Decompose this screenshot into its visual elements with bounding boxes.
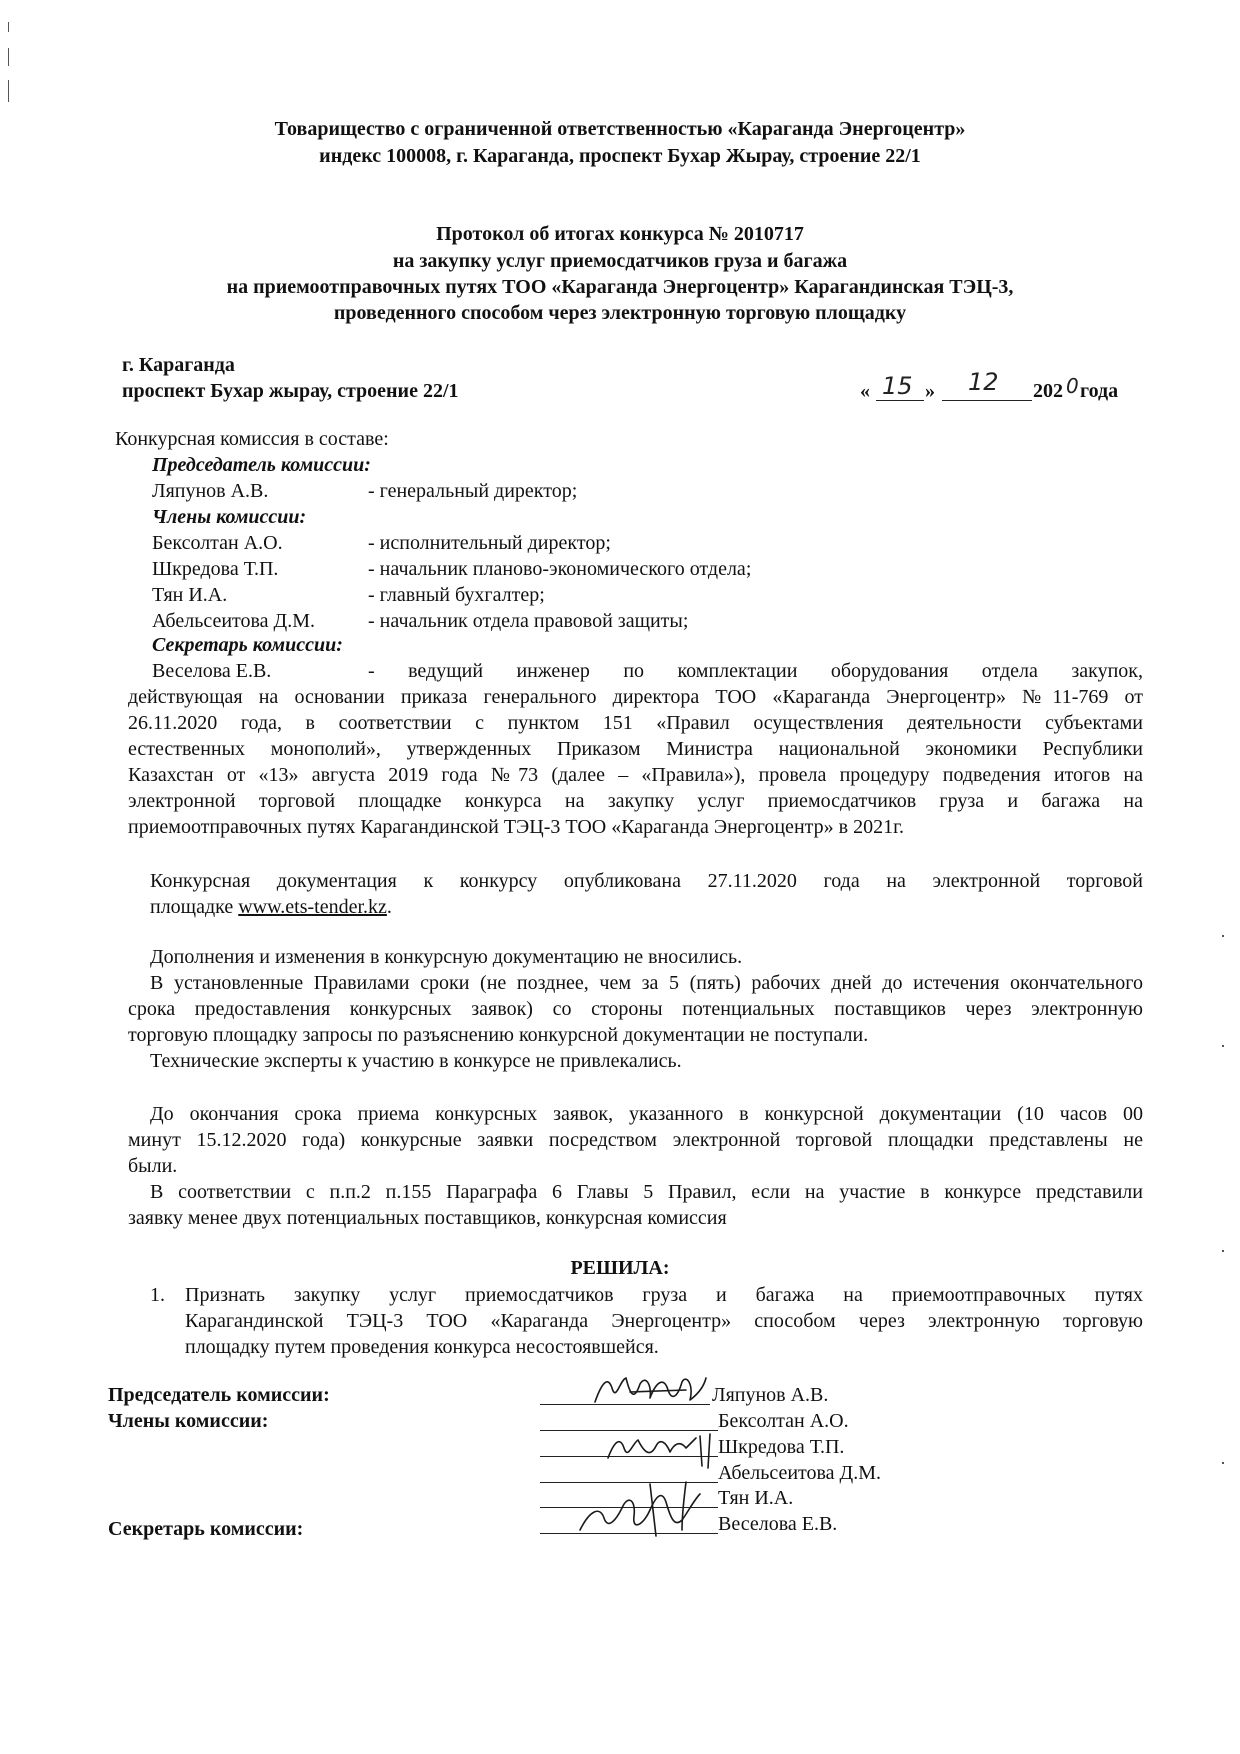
- signatory-name: Шкредова Т.П.: [718, 1436, 845, 1458]
- date-month: 12: [968, 368, 999, 396]
- organization-name: Товарищество с ограниченной ответственностью «Караганда Энергоцентр»: [274, 118, 966, 140]
- member-name: Шкредова Т.П.: [152, 558, 279, 580]
- clarification-line: В установленные Правилами сроки (не позднее, чем за 5 (пять) рабочих дней до истечения окончательного: [150, 972, 1143, 994]
- decision-number: 1.: [150, 1284, 165, 1306]
- decision-line: Признать закупку услуг приемосдатчиков груза и багажа на приемоотправочных путях: [185, 1284, 1143, 1306]
- chair-name: Ляпунов А.В.: [152, 480, 269, 502]
- signature-members-label: Члены комиссии:: [108, 1410, 269, 1432]
- scan-mark: [1222, 1250, 1224, 1252]
- member-name: Абельсеитова Д.М.: [152, 610, 315, 632]
- signatory-name: Абельсеитова Д.М.: [718, 1462, 881, 1484]
- member-role: - начальник планово-экономического отдела;: [368, 558, 752, 580]
- clarification-last-line: торговую площадку запросы по разъяснению конкурсной документации не поступали.: [128, 1024, 869, 1046]
- signatory-name: Веселова Е.В.: [718, 1513, 838, 1535]
- commission-intro: Конкурсная комиссия в составе:: [115, 428, 389, 450]
- members-heading: Члены комиссии:: [152, 506, 307, 528]
- date-close-quote: »: [925, 380, 935, 402]
- signature-chair-label: Председатель комиссии:: [108, 1384, 330, 1406]
- publication-suffix: .: [386, 896, 392, 918]
- date-day-line: [876, 400, 924, 401]
- deadline-last-line: были.: [128, 1155, 178, 1177]
- organization-address: индекс 100008, г. Караганда, проспект Бухар Жырау, строение 22/1: [319, 145, 921, 167]
- decision-line: Карагандинской ТЭЦ-3 ТОО «Караганда Энергоцентр» способом через электронную торговую: [185, 1310, 1143, 1332]
- place-address: проспект Бухар жырау, строение 22/1: [122, 380, 459, 402]
- signatory-name: Бексолтан А.О.: [718, 1410, 849, 1432]
- date-day: 15: [882, 372, 913, 400]
- secretary-heading: Секретарь комиссии:: [152, 634, 343, 656]
- signature-veselova-drawing: [570, 1480, 730, 1540]
- scan-mark: [8, 48, 9, 66]
- scan-mark: [1222, 1045, 1224, 1047]
- date-year-suffix: года: [1080, 380, 1119, 402]
- date-open-quote: «: [860, 380, 870, 402]
- decision-last-line: площадку путем проведения конкурса несостоявшейся.: [185, 1336, 659, 1358]
- member-role: - главный бухгалтер;: [368, 584, 545, 606]
- publication-line-2: [150, 896, 392, 919]
- scan-mark: [8, 22, 9, 32]
- member-role: - начальник отдела правовой защиты;: [368, 610, 689, 632]
- date-year-prefix: 202: [1033, 380, 1063, 402]
- deadline-line: До окончания срока приема конкурсных заявок, указанного в конкурсной документации (10 часов 00: [150, 1103, 1143, 1125]
- secretary-text-last-line: приемоотправочных путях Карагандинской ТЭЦ-3 ТОО «Караганда Энергоцентр» в 2021г.: [128, 816, 905, 838]
- signatory-name: Тян И.А.: [718, 1487, 794, 1509]
- member-name: Бексолтан А.О.: [152, 532, 283, 554]
- scan-mark: [8, 80, 9, 102]
- protocol-subtitle-2: на приемоотправочных путях ТОО «Караганда Энергоцентр» Карагандинская ТЭЦ-3,: [226, 276, 1014, 298]
- secretary-text-line: Казахстан от «13» августа 2019 года №73 (далее – «Правила»), провела процедуру подведения итогов на: [128, 764, 1143, 786]
- secretary-text-line: естественных монополий», утвержденных Приказом Министра национальной экономики Республики: [128, 738, 1143, 760]
- protocol-subtitle-3: проведенного способом через электронную торговую площадку: [333, 302, 907, 324]
- secretary-text-line: действующая на основании приказа генерального директора ТОО «Караганда Энергоцентр» №11-769 от: [128, 686, 1143, 708]
- signatory-name: Ляпунов А.В.: [712, 1384, 829, 1406]
- scan-mark: [1222, 935, 1224, 937]
- signature-secretary-label: Секретарь комиссии:: [108, 1518, 304, 1540]
- member-role: - исполнительный директор;: [368, 532, 611, 554]
- secretary-text-first-line: - ведущий инженер по комплектации оборудования отдела закупок,: [368, 660, 1143, 682]
- member-name: Тян И.А.: [152, 584, 228, 606]
- ets-tender-link[interactable]: www.ets-tender.kz: [238, 896, 387, 918]
- publication-prefix: площадке: [150, 896, 239, 918]
- clarification-line: срока предоставления конкурсных заявок) со стороны потенциальных поставщиков через электронную: [128, 998, 1143, 1020]
- protocol-title: Протокол об итогах конкурса № 2010717: [436, 223, 804, 245]
- secretary-text-line: 26.11.2020 года, в соответствии с пунктом 151 «Правил осуществления деятельности субъектами: [128, 712, 1143, 734]
- protocol-subtitle-1: на закупку услуг приемосдатчиков груза и багажа: [392, 250, 848, 272]
- place-city: г. Караганда: [122, 354, 235, 376]
- signature-lyapunov-drawing: [590, 1372, 710, 1412]
- chair-heading: Председатель комиссии:: [152, 454, 371, 476]
- date-year-handwritten: 0: [1066, 374, 1079, 398]
- rules-last-line: заявку менее двух потенциальных поставщиков, конкурсная комиссия: [128, 1207, 727, 1229]
- date-month-line: [942, 400, 1032, 401]
- signature-shkredova-drawing: [600, 1430, 720, 1470]
- scan-mark: [1222, 1462, 1224, 1464]
- secretary-name: Веселова Е.В.: [152, 660, 272, 682]
- deadline-line: минут 15.12.2020 года) конкурсные заявки посредством электронной торговой площадки представлены не: [128, 1129, 1143, 1151]
- decision-heading: РЕШИЛА:: [570, 1257, 670, 1279]
- publication-line: Конкурсная документация к конкурсу опубликована 27.11.2020 года на электронной торговой: [150, 870, 1143, 892]
- experts-paragraph: Технические эксперты к участию в конкурсе не привлекались.: [150, 1050, 682, 1072]
- secretary-text-line: электронной торговой площадке конкурса на закупку услуг приемосдатчиков груза и багажа на: [128, 790, 1143, 812]
- chair-role: - генеральный директор;: [368, 480, 578, 502]
- amendments-paragraph: Дополнения и изменения в конкурсную документацию не вносились.: [150, 946, 743, 968]
- rules-line: В соответствии с п.п.2 п.155 Параграфа 6 Главы 5 Правил, если на участие в конкурсе представили: [150, 1181, 1143, 1203]
